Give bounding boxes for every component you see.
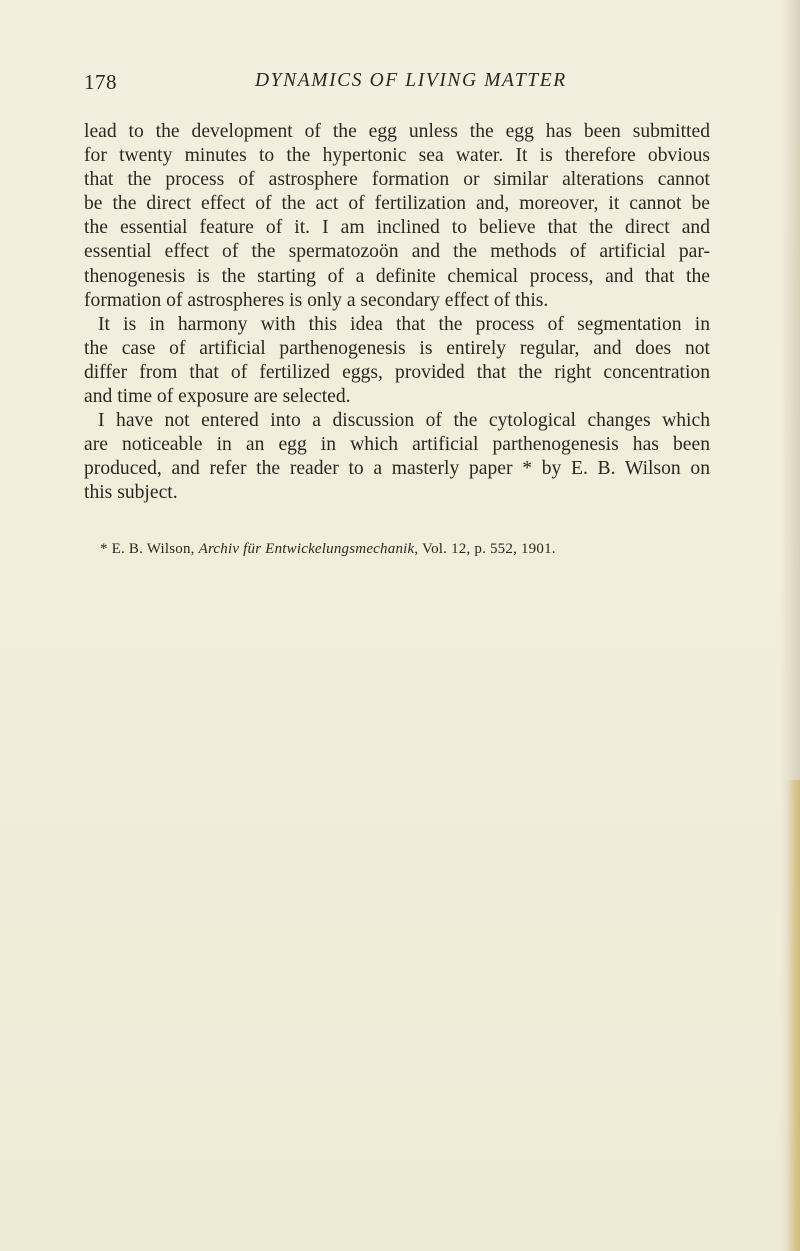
text-line: differ from that of fertilized eggs, provided that the right concentration: [84, 361, 710, 383]
text-line: that the process of astrosphere formation or similar alterations cannot: [84, 169, 710, 191]
text-line: this subject.: [84, 482, 178, 504]
text-line: I have not entered into a discussion of the cytological changes which: [98, 410, 710, 432]
text-line: the essential feature of it. I am inclined to believe that the direct and: [84, 217, 710, 239]
text-line: be the direct effect of the act of fertilization and, moreover, it cannot be: [84, 193, 710, 215]
body-text: [84, 120, 710, 506]
page-header: [84, 70, 710, 100]
text-line: and time of exposure are selected.: [84, 386, 351, 408]
running-head: DYNAMICS OF LIVING MATTER: [255, 70, 567, 91]
text-line: formation of astrospheres is only a secondary effect of this.: [84, 289, 549, 311]
text-line: essential effect of the spermatozoön and the methods of artificial par-: [84, 241, 710, 263]
text-line: It is in harmony with this idea that the process of segmentation in: [98, 313, 710, 335]
text-line: lead to the development of the egg unless the egg has been submitted: [84, 121, 710, 142]
text-line: produced, and refer the reader to a masterly paper * by E. B. Wilson on: [84, 458, 710, 480]
text-line: thenogenesis is the starting of a definite chemical process, and that the: [84, 265, 710, 287]
page-edge-shading: [786, 780, 800, 1251]
page-number: 178: [84, 70, 117, 94]
footnote-prefix: * E. B. Wilson,: [100, 541, 199, 557]
text-line: are noticeable in an egg in which artificial parthenogenesis has been: [84, 434, 710, 456]
footnote-suffix: , Vol. 12, p. 552, 1901.: [414, 541, 556, 557]
footnote-journal: Archiv für Entwickelungsmechanik: [198, 541, 415, 557]
footnote: [100, 541, 556, 558]
text-line: the case of artificial parthenogenesis is entirely regular, and does not: [84, 337, 710, 359]
text-line: for twenty minutes to the hypertonic sea water. It is therefore obvious: [84, 145, 710, 167]
